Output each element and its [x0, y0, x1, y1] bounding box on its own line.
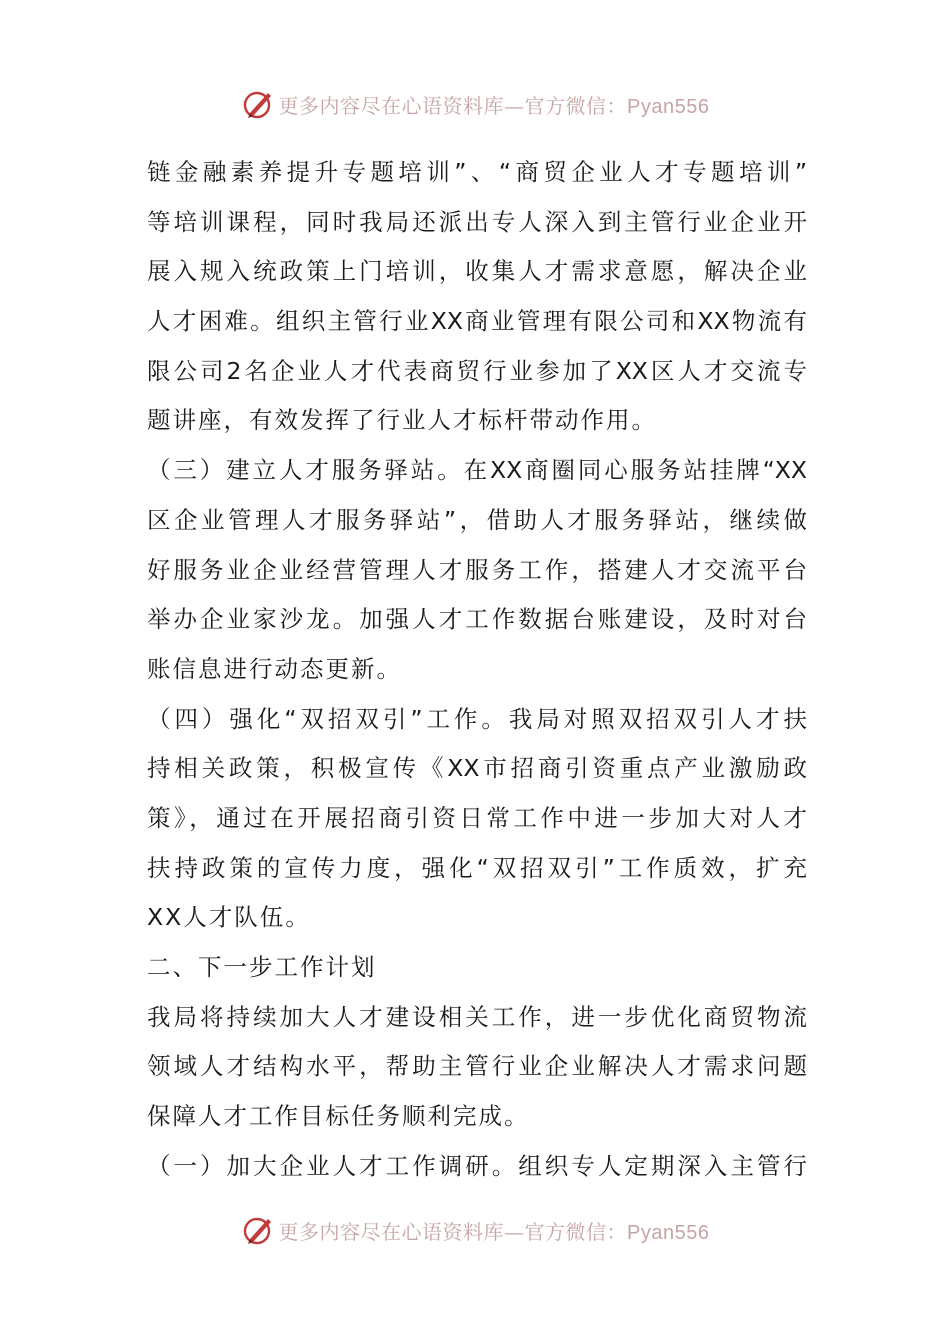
pen-logo-icon	[241, 87, 275, 121]
watermark-text: 更多内容尽在心语资料库—官方微信：Pyan556	[278, 1219, 710, 1244]
text-line: 举办企业家沙龙。加强人才工作数据台账建设，及时对台	[147, 605, 807, 634]
text-line: 二、下一步工作计划	[147, 953, 377, 981]
text-line: 链金融素养提升专题培训”、“商贸企业人才专题培训”	[147, 158, 807, 186]
text-line: 题讲座，有效发挥了行业人才标杆带动作用。	[147, 406, 657, 435]
text-line: （四）强化“双招双引”工作。我局对照双招双引人才扶	[147, 704, 807, 733]
text-line: XX人才队伍。	[147, 903, 311, 932]
watermark-header	[0, 84, 950, 124]
watermark-text: 更多内容尽在心语资料库—官方微信：Pyan556	[278, 93, 710, 118]
pen-logo-icon	[241, 1213, 275, 1247]
text-line: 我局将持续加大人才建设相关工作，进一步优化商贸物流	[147, 1002, 807, 1031]
text-line: 人才困难。组织主管行业XX商业管理有限公司和XX物流有	[147, 307, 807, 336]
text-line: 好服务业企业经营管理人才服务工作，搭建人才交流平台	[147, 555, 807, 584]
text-line: 持相关政策，积极宣传《XX市招商引资重点产业激励政	[147, 754, 807, 783]
watermark-wechat-id: Pyan556	[627, 1221, 710, 1244]
text-line: （三）建立人才服务驿站。在XX商圈同心服务站挂牌“XX	[147, 456, 807, 485]
text-line: 扶持政策的宣传力度，强化“双招双引”工作质效，扩充	[147, 853, 807, 882]
text-line: 限公司2名企业人才代表商贸行业参加了XX区人才交流专	[147, 356, 807, 385]
watermark-wechat-id: Pyan556	[627, 95, 710, 118]
text-line: 展入规入统政策上门培训，收集人才需求意愿，解决企业	[147, 257, 807, 286]
text-line: 区企业管理人才服务驿站”，借助人才服务驿站，继续做	[147, 505, 807, 534]
text-line: （一）加大企业人才工作调研。组织专人定期深入主管行	[147, 1151, 807, 1180]
text-line: 账信息进行动态更新。	[147, 654, 402, 683]
text-line: 策》，通过在开展招商引资日常工作中进一步加大对人才	[147, 803, 807, 832]
text-line: 等培训课程，同时我局还派出专人深入到主管行业企业开	[147, 207, 807, 236]
text-line: 领域人才结构水平，帮助主管行业企业解决人才需求问题	[147, 1052, 807, 1081]
text-line: 保障人才工作目标任务顺利完成。	[147, 1102, 530, 1131]
document-body	[147, 148, 807, 1191]
watermark-footer	[0, 1210, 950, 1250]
